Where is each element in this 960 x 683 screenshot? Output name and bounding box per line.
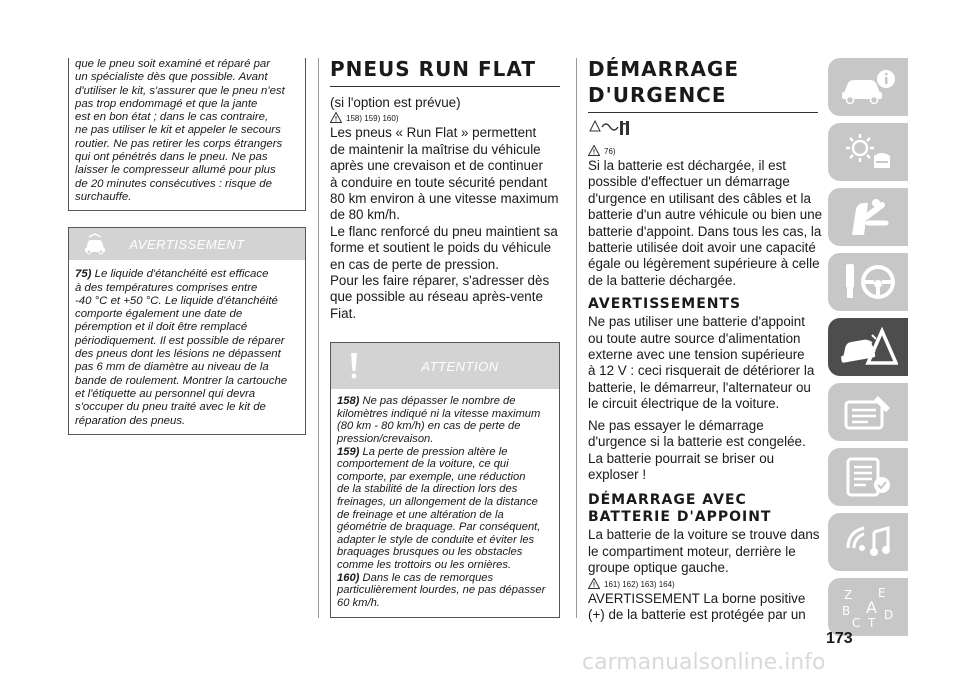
note-text: adapter le style de conduite et éviter les	[337, 533, 535, 546]
text-line: d'urgence en utilisant des câbles et la	[588, 190, 811, 206]
text-line: Les pneus « Run Flat » permettent	[330, 125, 537, 141]
tab-index[interactable]	[828, 578, 908, 636]
text-line: réparation des pneus.	[75, 414, 186, 427]
text-line: Ne pas essayer le démarrage	[588, 417, 764, 433]
text-line	[337, 471, 553, 484]
positive-terminal-body	[588, 591, 818, 624]
heading-booster-line-1: DÉMARRAGE AVEC	[588, 492, 747, 509]
tab-breakdown-warning[interactable]	[828, 318, 908, 376]
tab-car-info[interactable]	[828, 58, 908, 116]
note-text: La perte de pression altère le	[362, 445, 508, 458]
note-text: 60 km/h.	[337, 596, 380, 609]
text-line: Si la batterie est déchargée, il est	[588, 158, 786, 173]
run-flat-body	[330, 125, 560, 322]
page-number: 173	[826, 630, 853, 647]
warnings-body	[588, 314, 818, 412]
warning-references	[588, 578, 818, 589]
emergency-start-body	[588, 158, 823, 289]
warning-number: 75)	[75, 268, 92, 281]
text-line: comporte également une date de	[75, 308, 243, 321]
text-line: de la batterie déchargée.	[588, 272, 737, 288]
text-line: AVERTISSEMENT La borne positive	[588, 590, 806, 606]
index-letter: D	[884, 608, 894, 622]
text-line: batterie utilisée doit avoir une capacité	[588, 240, 816, 256]
attention-notes	[331, 389, 559, 617]
frozen-battery-body	[588, 418, 818, 484]
text-line: ou toute autre source d'alimentation	[588, 330, 801, 346]
warning-title: AVERTISSEMENT	[129, 237, 245, 253]
text-line: d'utiliser le kit, s'assurer que le pneu n'est	[75, 84, 285, 97]
text-line	[337, 546, 553, 559]
text-line	[337, 534, 553, 547]
warning-box	[68, 227, 306, 435]
text-line: exploser !	[588, 466, 647, 482]
text-line: La batterie de la voiture se trouve dans	[588, 527, 820, 543]
note-text: comme les trottoirs ou les ornières.	[337, 559, 512, 571]
text-line: d'urgence si la batterie est congelée.	[588, 434, 806, 450]
note-text: pression/crevaison.	[337, 433, 434, 446]
text-line: égale ou légèrement supérieure à celle	[588, 256, 820, 272]
text-line: que possible au réseau après-vente	[330, 289, 543, 305]
text-line: La batterie pourrait se briser ou	[588, 450, 775, 466]
car-info-icon	[838, 65, 898, 109]
text-line: un spécialiste dès que possible. Avant	[75, 71, 268, 84]
tab-maintenance[interactable]	[828, 383, 908, 441]
warning-triangle-icon	[588, 578, 600, 589]
airbag-seat-icon	[838, 195, 898, 239]
attention-header	[331, 343, 559, 389]
text-line: externe avec une tension supérieure	[588, 347, 805, 363]
note-text: (80 km - 80 km/h) en cas de perte de	[337, 420, 521, 433]
note-text: comporte, par exemple, une réduction	[337, 470, 526, 483]
text-line	[337, 420, 553, 433]
title-rule	[588, 112, 818, 113]
continuation-box	[68, 58, 306, 211]
note-text: comportement de la voiture, ce qui	[337, 458, 509, 471]
tab-multimedia[interactable]	[828, 513, 908, 571]
text-line: après une crevaison et de continuer	[330, 158, 543, 174]
maintenance-icon	[838, 390, 898, 434]
text-line: routier. Ne pas retirer les corps étrangers	[75, 137, 283, 150]
text-line: le compartiment moteur, derrière le	[588, 543, 796, 559]
watermark: carmanualsonline.info	[582, 650, 826, 675]
tab-airbag-seat[interactable]	[828, 188, 908, 246]
note-text: Dans le cas de remorques	[362, 571, 494, 584]
text-line	[337, 458, 553, 471]
text-line: de 80 km/h.	[330, 207, 400, 223]
text-line: le circuit électrique de la voiture.	[588, 396, 780, 412]
section-title-run-flat: PNEUS RUN FLAT	[330, 57, 536, 81]
text-line: des pneus dont les lésions ne dépassent	[75, 348, 281, 361]
index-letter: Z	[844, 588, 853, 602]
attention-title: ATTENTION	[421, 359, 499, 375]
warning-body	[69, 260, 305, 434]
warning-references	[330, 112, 560, 123]
text-line: batterie, le démarreur, l'alternateur ou	[588, 379, 811, 395]
text-line: laisser le compresseur allumé pour plus	[75, 164, 276, 177]
column-divider	[318, 58, 319, 618]
note-text: de freinage et une altération de la	[337, 508, 504, 521]
text-line: 80 km environ à une vitesse maximum	[330, 191, 559, 207]
chapter-sidebar	[828, 58, 908, 643]
continuation-text	[75, 58, 299, 204]
dashboard-lights-icon	[838, 130, 898, 174]
text-line: qui ont pénétrés dans le pneu. Ne pas	[75, 151, 268, 164]
attention-box	[330, 342, 560, 618]
note-first-line	[337, 446, 553, 459]
note-text: Ne pas dépasser le nombre de	[362, 395, 516, 408]
text-line: s'occuper du pneu traité avec le kit de	[75, 401, 266, 414]
text-line	[337, 559, 553, 572]
index-letter: A	[866, 598, 877, 617]
text-line: Le flanc renforcé du pneu maintient sa	[330, 223, 558, 239]
note-first-line	[337, 395, 553, 408]
text-line: en cas de perte de pression.	[330, 256, 499, 272]
text-line: (+) de la batterie est protégée par un	[588, 606, 806, 622]
note-text: de la stabilité de la direction lors des	[337, 483, 518, 496]
warning-header	[69, 228, 305, 260]
index-letter: E	[878, 586, 886, 600]
text-line	[337, 584, 553, 597]
booster-body	[588, 527, 818, 576]
index-letter: T	[868, 616, 876, 629]
tab-dashboard-lights[interactable]	[828, 123, 908, 181]
column-1	[68, 58, 306, 435]
text-line: forme et soutient le poids du véhicule	[330, 240, 552, 256]
multimedia-icon	[838, 520, 898, 564]
text-line: pas 6 mm de diamètre au niveau de la	[75, 361, 269, 374]
text-line	[337, 521, 553, 534]
warning-text	[75, 282, 299, 428]
text-line: batterie d'un autre véhicule ou bien une	[588, 207, 823, 223]
text-line	[337, 408, 553, 421]
text-line	[337, 433, 553, 446]
text-line: à des températures comprises entre	[75, 281, 258, 294]
heading-booster-line-2: BATTERIE D'APPOINT	[588, 509, 772, 526]
reference-numbers: 161) 162) 163) 164)	[604, 579, 675, 589]
text-line: possible d'effectuer un démarrage	[588, 174, 790, 190]
note-text: géométrie de braquage. Par conséquent,	[337, 521, 541, 534]
column-divider	[576, 58, 577, 618]
reference-numbers: 76)	[604, 147, 616, 156]
text-line	[337, 597, 553, 610]
tab-specifications[interactable]	[828, 448, 908, 506]
section-title-line-2: D'URGENCE	[588, 83, 727, 107]
text-line: de 20 minutes consécutives : risque de	[75, 177, 272, 190]
note-text: kilomètres indiqué ni la vitesse maximum	[337, 407, 541, 420]
specifications-list-icon	[838, 455, 898, 499]
text-line	[337, 509, 553, 522]
note-text: particulièrement lourdes, ne pas dépasser	[337, 584, 546, 597]
warning-line: Le liquide d'étanchéité est efficace	[94, 268, 269, 281]
text-line: bande de roulement. Montrer la cartouche	[75, 374, 288, 387]
text-line: péremption et il doit être remplacé	[75, 321, 248, 334]
text-line: à 12 V : ceci risquerait de détériorer la	[588, 363, 815, 379]
text-line: Fiat.	[330, 305, 357, 321]
text-line: et l'étiquette au personnel qui devra	[75, 387, 256, 400]
heading-avertissements: AVERTISSEMENTS	[588, 296, 742, 313]
text-line: que le pneu soit examiné et réparé par	[75, 58, 271, 70]
note-first-line	[337, 572, 553, 585]
warning-references	[588, 145, 818, 156]
title-rule	[330, 86, 560, 87]
subtitle: (si l'option est prévue)	[330, 95, 461, 110]
column-2	[330, 58, 560, 618]
note-number: 160)	[337, 571, 360, 584]
text-line: de maintenir la maîtrise du véhicule	[330, 141, 541, 157]
text-line: -40 °C et +50 °C. Le liquide d'étanchéité	[75, 294, 278, 307]
reference-numbers: 158) 159) 160)	[346, 114, 399, 124]
note-text: braquages brusques ou les obstacles	[337, 546, 523, 559]
text-line: pas trop endommagé et que la jante	[75, 97, 258, 110]
key-steering-icon	[838, 260, 898, 304]
text-line: Pour les faire réparer, s'adresser dès	[330, 273, 550, 289]
breakdown-warning-icon	[838, 325, 898, 369]
note-number: 159)	[337, 445, 360, 458]
index-letter: B	[842, 604, 851, 618]
battery-fuel-warning-icon	[588, 117, 634, 139]
text-line: est en bon état ; dans le cas contraire,	[75, 111, 269, 124]
note-text: freinages, un allongement de la distance	[337, 496, 538, 509]
text-line: à conduire en toute sécurité pendant	[330, 174, 548, 190]
index-az-icon	[838, 585, 898, 629]
text-line: groupe optique gauche.	[588, 560, 729, 576]
warning-triangle-icon	[588, 145, 600, 156]
section-title-line-1: DÉMARRAGE	[588, 57, 740, 81]
text-line	[337, 483, 553, 496]
text-line: batterie d'appoint. Dans tous les cas, la	[588, 223, 822, 239]
text-line: Ne pas utiliser une batterie d'appoint	[588, 314, 805, 330]
index-letter: C	[852, 616, 861, 629]
text-line: ne pas utiliser le kit et appeler le secours	[75, 124, 281, 137]
text-line: périodiquement. Il est possible de réparer	[75, 334, 285, 347]
warning-triangle-icon	[330, 112, 342, 123]
note-number: 158)	[337, 395, 360, 408]
tab-key-steering[interactable]	[828, 253, 908, 311]
column-3	[588, 57, 823, 623]
warning-first-line	[75, 268, 299, 281]
text-line: surchauffe.	[75, 190, 132, 203]
text-line	[337, 496, 553, 509]
